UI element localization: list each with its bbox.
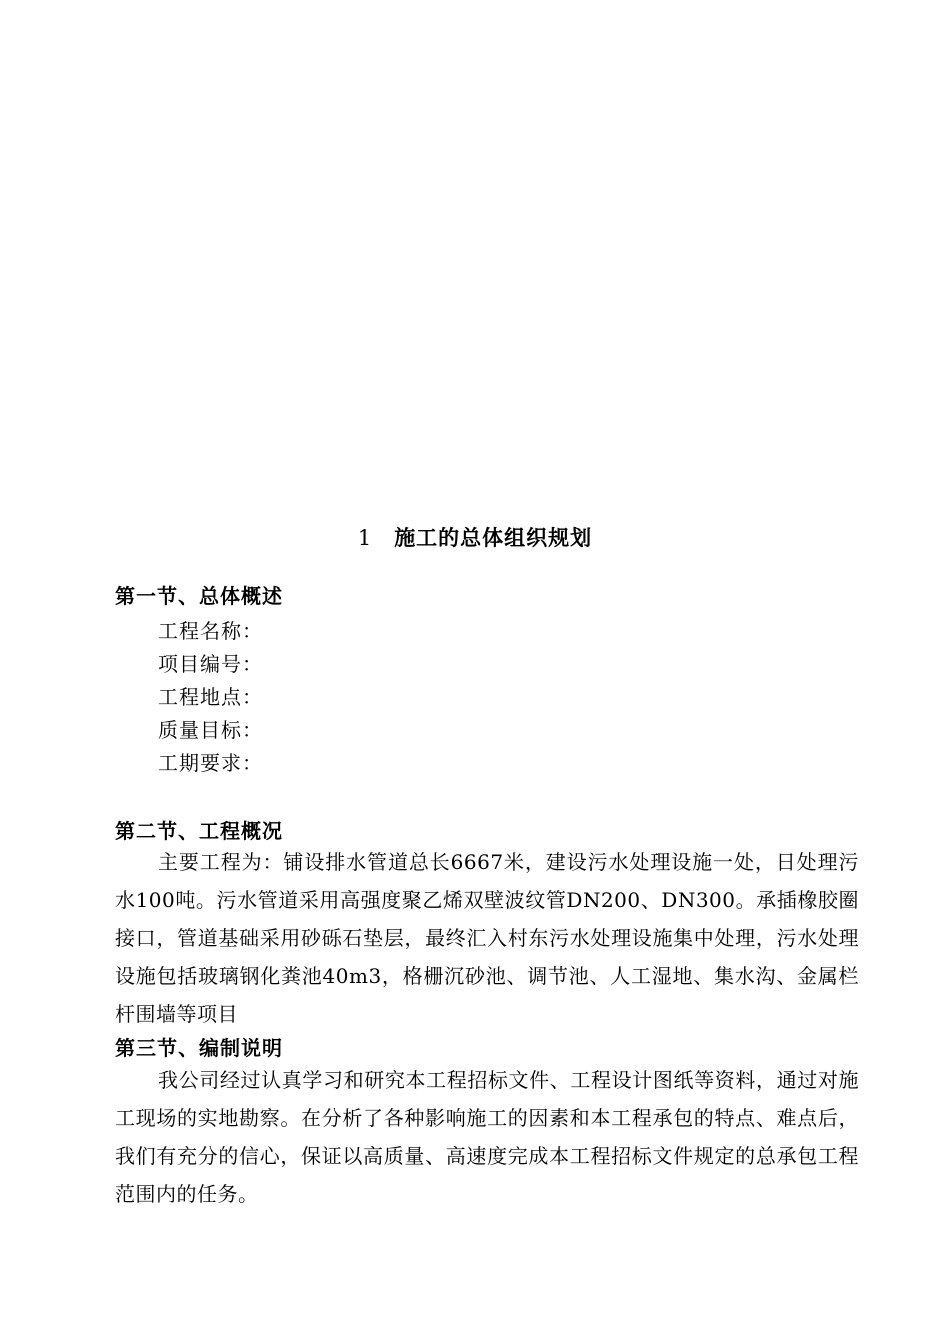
field-project-name: 工程名称：	[158, 619, 263, 643]
field-schedule-requirement: 工期要求：	[158, 751, 263, 775]
chapter-title-text: 施工的总体组织规划	[394, 525, 593, 550]
field-project-location: 工程地点：	[158, 685, 263, 709]
section3-body: 我公司经过认真学习和研究本工程招标文件、工程设计图纸等资料，通过对施工现场的实地勘察。在分析了各种影响施工的因素和本工程承包的特点、难点后，我们有充分的信心，保证以高质量、高速度完成本工程招标文件规定的总承包工程范围内的任务。	[115, 1068, 859, 1206]
field-project-number: 项目编号：	[158, 652, 263, 676]
section1-heading: 第一节、总体概述	[115, 584, 283, 608]
field-quality-target: 质量目标：	[158, 718, 263, 742]
section3-heading: 第三节、编制说明	[115, 1036, 283, 1060]
chapter-number: 1	[357, 526, 373, 550]
chapter-title	[0, 522, 950, 552]
section2-heading: 第二节、工程概况	[115, 819, 283, 843]
section2-body: 主要工程为：铺设排水管道总长6667米，建设污水处理设施一处，日处理污水100吨。污水管道采用高强度聚乙烯双壁波纹管DN200、DN300。承插橡胶圈接口，管道基础采用砂砾石垫层，最终汇入村东污水处理设施集中处理，污水处理设施包括玻璃钢化粪池40m3，格栅沉砂池、调节池、人工湿地、集水沟、金属栏杆围墙等项目	[115, 850, 859, 1026]
